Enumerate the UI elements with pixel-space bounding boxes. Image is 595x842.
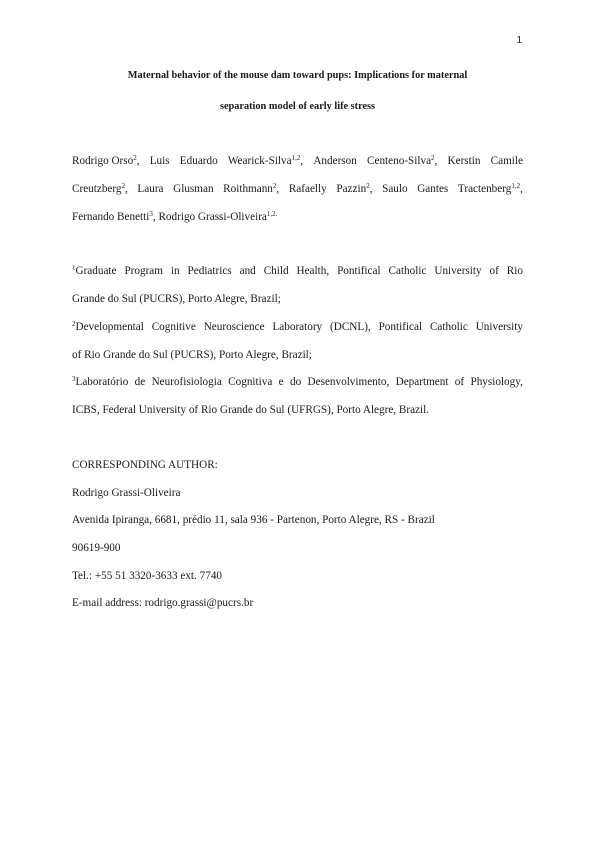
author-name-part: Saulo xyxy=(382,183,408,195)
author-name-part: Pazzin$^2$, xyxy=(336,182,373,195)
affiliation-3-line-2: ICBS, Federal University of Rio Grande do Sul (UFRGS), Porto Alegre, Brazil. xyxy=(72,404,430,416)
affiliation-text: $^1$Graduate xyxy=(72,264,117,277)
author-name: Fernando Benetti xyxy=(72,211,150,223)
author-name-part: Glusman xyxy=(173,183,214,195)
author-affiliation-marker: 2 xyxy=(121,182,125,190)
author-name-part: Anderson xyxy=(313,155,357,167)
affiliation-2-line-2: of Rio Grande do Sul (PUCRS), Porto Alegre, Brazil; xyxy=(72,349,312,361)
author-name-part: Roithmann$^2$, xyxy=(223,182,280,195)
page-number: 1 xyxy=(516,35,522,46)
author-affiliation-marker: 2 xyxy=(366,182,370,190)
corresponding-postal-code: 90619-900 xyxy=(72,542,121,554)
corresponding-phone: Tel.: +55 51 3320-3633 ext. 7740 xyxy=(72,570,223,582)
author-name-part: Kerstin xyxy=(447,155,481,167)
affiliation-3-line-1: $^3$Laboratório de Neurofisiologia Cognitiva e do Desenvolvimento, Department of Physiology, xyxy=(72,375,523,388)
author-affiliation-marker: 3 xyxy=(149,210,153,218)
affiliation-1-line-1: $^1$Graduate Program in Pediatrics and Child Health, Pontifical Catholic University of Rio xyxy=(72,264,523,277)
author-name: Rodrigo Grassi-Oliveira xyxy=(158,211,267,223)
author-affiliation-marker: 2 xyxy=(133,154,137,162)
paper-title-line-2: separation model of early life stress xyxy=(219,101,376,112)
author-entry: Rodrigo Orso$^2$, xyxy=(72,154,140,167)
author-name-part: Camile xyxy=(490,155,523,167)
author-affiliation-marker: 1,2. xyxy=(266,210,278,218)
author-affiliation-marker: 2 xyxy=(431,154,435,162)
corresponding-name: Rodrigo Grassi-Oliveira xyxy=(72,487,181,499)
affiliation-marker: 2 xyxy=(72,320,76,328)
author-line-2 xyxy=(72,183,523,195)
author-name-part: Luis xyxy=(149,155,170,167)
author-affiliation-marker: 1,2 xyxy=(511,182,521,190)
author-name: Rodrigo Orso xyxy=(72,155,134,167)
author-name-part: Laura xyxy=(137,183,164,195)
author-name-part: Wearick-Silva$^{1,2}$, xyxy=(227,154,304,167)
author-affiliation-marker: 1,2 xyxy=(291,154,301,162)
paper-title-line-1: Maternal behavior of the mouse dam toward pups: Implications for maternal xyxy=(127,70,468,81)
author-name-part: Creutzberg$^2$, xyxy=(72,182,128,195)
corresponding-email: E-mail address: rodrigo.grassi@pucrs.br xyxy=(72,597,254,609)
author-line-1 xyxy=(72,155,523,167)
affiliation-1-line-2: Grande do Sul (PUCRS), Porto Alegre, Brazil; xyxy=(72,293,281,305)
author-name-part: Rafaelly xyxy=(288,183,327,195)
author-entry: Fernando Benetti$^3$, xyxy=(72,210,159,223)
corresponding-address: Avenida Ipiranga, 6681, prédio 11, sala 936 - Partenon, Porto Alegre, RS - Brazil xyxy=(72,514,435,526)
affiliation-marker: 1 xyxy=(72,264,76,272)
corresponding-heading: CORRESPONDING AUTHOR: xyxy=(72,459,218,471)
author-name-part: Gantes xyxy=(417,183,449,195)
author-name-part: Tractenberg$^{1,2}$, xyxy=(457,182,523,195)
author-name-part: Eduardo xyxy=(179,155,218,167)
affiliation-marker: 3 xyxy=(72,375,76,383)
affiliation-2-line-1: $^2$Developmental Cognitive Neuroscience Laboratory (DCNL), Pontifical Catholic University xyxy=(72,320,523,333)
author-affiliation-marker: 2 xyxy=(272,182,277,190)
author-entry xyxy=(158,211,277,223)
author-name-part: Centeno-Silva$^2$, xyxy=(367,154,438,167)
author-line-3 xyxy=(72,211,523,223)
